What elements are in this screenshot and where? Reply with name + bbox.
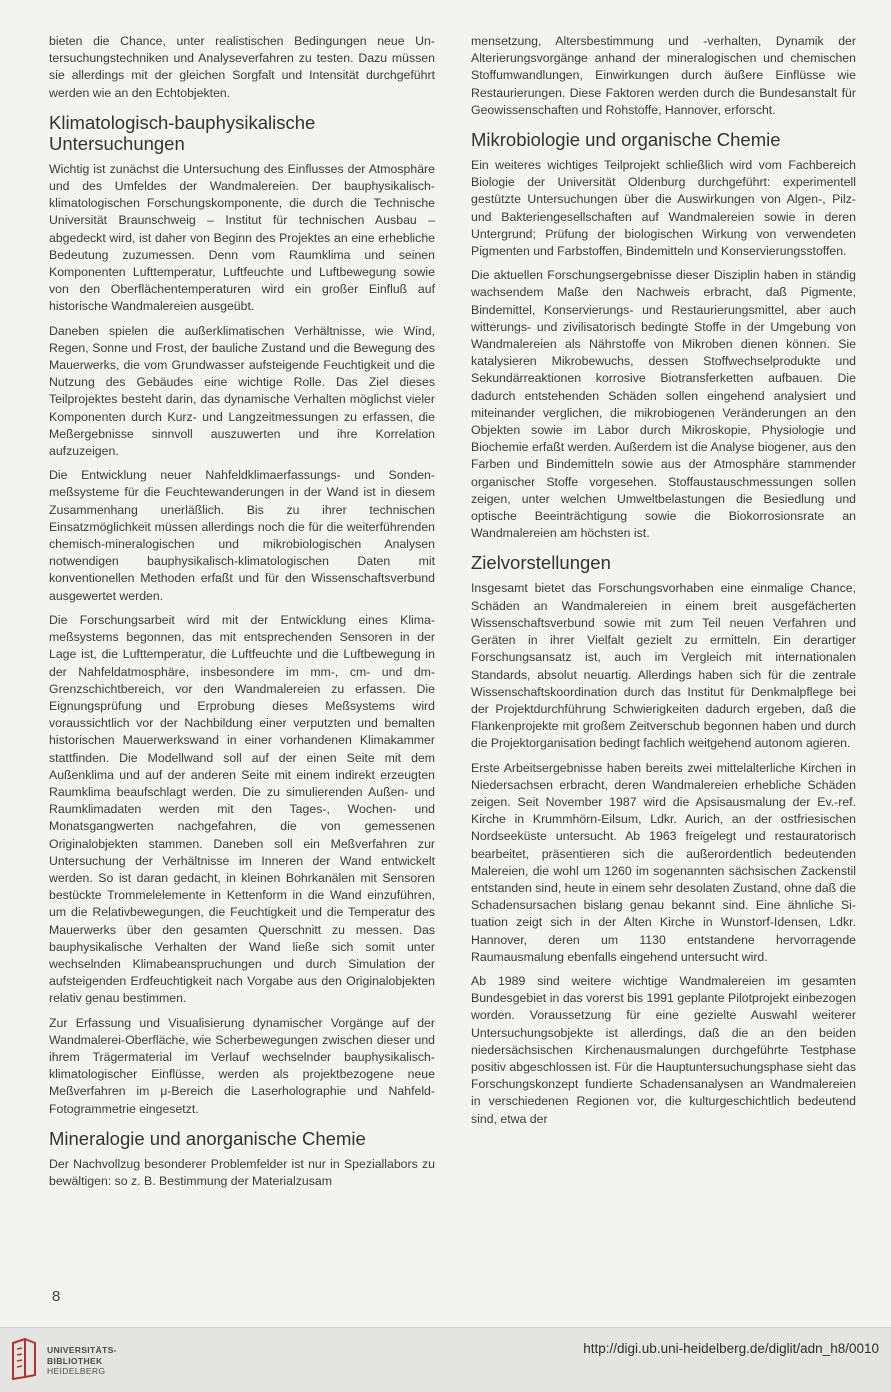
section-heading-mineralogie: Mineralogie und anorganische Chemie [49, 1127, 366, 1149]
paragraph: Daneben spielen die außerklimatischen Verhältnisse, wie Wind, Regen, Sonne und Frost, der bauliche Zustand und die Bewegung des Mauerwerks, die vom Grundwasser aufsteigende Feuchtigkeit und die Nutzung des Gebäudes eine wichtige Rolle. Das Ziel dieses Teilprojektes besteht darin, das dynamische Verhalten möglichst vieler Komponenten durch Kurz- und Langzeitmessungen zu erfassen, die Meßergebnisse sinnvoll auszuwerten und ihre Korrelation aufzuzeigen. [49, 323, 435, 459]
paragraph: Erste Arbeitsergebnisse haben bereits zwei mittelalterliche Kirchen in Niedersachsen erbracht, deren Wandmalereien erhebliche Schäden zeigen. Seit November 1987 wird die Apsisausmalung der Ev.-ref. Kirche in Krummhörn-Eilsum, Ldkr. Aurich, an der ostfriesischen Nordseeküste untersucht. Ab 1963 freigelegt und restauratorisch bearbeitet, präsentieren sich die außerordentlich bedeutenden Malereien, die wohl um 1260 im sogenannten sächsischen Zackenstil entstanden sind, heute in einem sehr desolaten Zustand, ohne daß die Schadensursachen bislang genau bekannt sind. Eine ähnliche Situation zeigt sich in der Alten Kirche in Wunstorf-Idensen, Ldkr. Hannover, deren um 1130 entstandene hervorragende Raumausmalung ebenfalls eingehend untersucht wird. [471, 760, 856, 964]
paragraph: Ein weiteres wichtiges Teilprojekt schließlich wird vom Fachbereich Biologie der Universität Oldenburg durchgeführt: experimentell gestützte Untersuchungen über die Auswirkungen von Algen-, Pilz- und Bakteriengesellschaften auf Wandmalereien sowie in deren Untergrund; Prüfung der biologischen Wirkung von verwendeten Pigmenten und Farbstoffen, Bindemitteln und Konservierungsstoffen. [471, 158, 856, 259]
page-number: 8 [52, 1288, 61, 1305]
library-name-line: HEIDELBERG [47, 1366, 106, 1376]
paragraph: bieten die Chance, unter realistischen Bedingungen neue Untersuchungstechniken und Analyseverfahren zu testen. Dazu müssen sie allerdings mit der gleichen Sorgfalt und Intensität durchgeführt werden wie an den Echtobjekten. [49, 34, 435, 100]
paragraph: Die Forschungsarbeit wird mit der Entwicklung eines Klimameßsystems begonnen, das mit entsprechenden Sensoren in der Lage ist, die Lufttemperatur, die Luftfeuchte und die Luftbewegung in der Nahfeldatmosphäre, insbesondere im mm-, cm- und dm-Grenzschichtbereich, vor den Wandmalereien zu erfassen. Die Eignungsprüfung und Erprobung dieses Meßsystems wird voraussichtlich vor der Nachbildung einer verputzten und bemalten historischen Mauerwerkswand in einer vorhandenen Klimakammer stattfinden. Die Modellwand soll auf der einen Seite mit dem Außenklima und auf der anderen Seite mit einem indirekt erzeugten Raumklima beaufschlagt werden. Die zu simulierenden Außen- und Raumklimadaten werden mit den Tages-, Wochen- und Monatsgangwerten nachgefahren, die von gemessenen Originalobjekten stammen. Daneben soll ein Meßverfahren zur Untersuchung der Verhältnisse im Inneren der Wand entwickelt werden. So ist daran gedacht, in kleinen Bohrkanälen mit Sensoren bestückte Trommelelemente in Kettenform in die Wand einzuführen, um die Relativbewegungen, die Feuchtigkeit und die Temperatur des Mauerwerks über den gesamten Querschnitt zu messen. Das bauphysikalische Verhalten der Wand ließe sich somit unter wechselnden Klimabeanspruchungen und durch Simulation der aufsteigenden Erdfeuchtigkeit nach Vorgabe aus den Originalobjekten relativ genau bestimmen. [49, 612, 435, 1006]
left-column [49, 33, 435, 1197]
paragraph: Zur Erfassung und Visualisierung dynamischer Vorgänge auf der Wandmalerei-Oberfläche, wie Scherbewegungen zwischen dieser und ihrem Trägermaterial im Verlauf wechselnder bauphysikalisch-klimatologischer Einflüsse, werden als projektbezogene neue Meßverfahren im μ-Bereich die Laserholographie und Nahfeld-Fotogrammetrie eingesetzt. [49, 1015, 435, 1116]
paragraph: Die aktuellen Forschungsergebnisse dieser Disziplin haben in ständig wachsendem Maße den Nachweis erbracht, daß Pigmente, Bindemittel, Konservierungs- und Restaurierungsmittel, aber auch witterungs- und zivilisatorisch bedingte Stoffe in der Umgebung von Wandmalereien als Nährstoffe von Mikroben dienen können. Sie katalysieren Mikrobewuchs, dessen Stoffwechselprodukte und Sekundärreaktionen korrosive Biotransferketten aufbauen. Die dadurch entstehenden Schäden sollen eingehend analysiert und miteinander verglichen, die mikrobiogenen Veränderungen an den Objekten sowie im Labor durch Mikroskopie, Physiologie und Biochemie erfaßt werden. Außerdem ist die Analyse biogener, aus den Farben und Bindemitteln sowie aus der Atmosphäre stammender organischer Stoffe vorgesehen. Stoffaustauschmessungen sollen zeigen, unter welchen Umweltbelastungen die Besiedlung und optische Beeinträchtigung sowie die Biokorrosionsrate an Wandmalereien am höchsten ist. [471, 268, 856, 541]
library-name-line: BIBLIOTHEK [47, 1355, 103, 1366]
paragraph: Die Entwicklung neuer Nahfeldklimaerfassungs- und Sondenmeßsysteme für die Feuchtewanderungen in der Wand ist in diesem Zusammenhang unerläßlich. Bis zu ihrer technischen Einsatzmöglichkeit müssen allerdings noch die für die weiterführenden chemisch-mineralogischen und mikrobiologischen Analysen notwendigen bauphysikalisch-klimatologischen Daten mit konventionellen Methoden erfaßt und für den Wissenschaftsverbund ausgewertet werden. [49, 468, 435, 603]
university-library-logo-icon [9, 1337, 39, 1381]
paragraph: Wichtig ist zunächst die Untersuchung des Einflusses der Atmosphäre und des Umfeldes der Wandmalereien. Der bauphysikalisch-klimatologischen Forschungskomponente, die durch die Technische Universität Braunschweig – Institut für technischen Ausbau – abgedeckt wird, ist daher von Beginn des Projektes an eine erhebliche Bedeutung zuzumessen. Denn vom Raumklima und seinen Komponenten Lufttemperatur, Luftfeuchte und Luftbewegung sowie von den Oberflächentemperaturen wird ein großer Einfluß auf historische Wandmalereien ausgeübt. [49, 161, 435, 314]
paragraph: Der Nachvollzug besonderer Problemfelder ist nur in Speziallabors zu bewältigen: so z. B. Bestimmung der Materialzusam [49, 1156, 435, 1188]
permalink-url[interactable]: http://digi.ub.uni-heidelberg.de/diglit/adn_h8/0010 [583, 1341, 879, 1356]
section-heading-mikrobiologie: Mikrobiologie und organische Chemie [471, 129, 781, 151]
viewer-footer [0, 1327, 891, 1392]
library-name [47, 1345, 117, 1377]
paragraph: Ab 1989 sind weitere wichtige Wandmalereien im gesamten Bundesgebiet in das vorerst bis 1991 geplante Pilotprojekt einbezogen worden. Voraussetzung für eine gezielte Auswahl weiterer Untersuchungsobjekte ist allerdings, daß die an den beiden niedersächsischen Kirchenausmalungen durchgeführte Testphase positiv abgeschlossen ist. Für die Hauptuntersuchungsphase sieht das Forschungskonzept fundierte Schadensanalysen an Wandmalereien in verschiedenen Regionen vor, die kulturgeschichtlich bedeutend sind, etwa der [471, 973, 856, 1126]
library-name-line: UNIVERSITÄTS- [47, 1345, 117, 1355]
paragraph: Insgesamt bietet das Forschungsvorhaben eine einmalige Chance, Schäden an Wandmalereien in einem breit ausgefächerten Wissenschaftsverbund sowie mit zum Teil neuen Verfahren und Geräten in ihrer Vielfalt gezielt zu ermitteln. Ein derartiger Forschungsansatz ist, auch im Vergleich mit internationalen Standards, absolut neuartig. Allerdings haben sich für die zentrale Wissenschaftskoordination durch das Institut für Denkmalpflege bei der Projektdurchführung Schwierigkeiten dadurch ergeben, daß die Flankenprojekte mit großem Zeitverschub begonnen haben und durch die Projektorganisation bedingt fachlich weitgehend autonom agieren. [471, 581, 856, 751]
section-heading-klimatologisch: Klimatologisch-bauphysikalische Untersuchungen [49, 111, 316, 154]
section-heading-zielvorstellungen: Zielvorstellungen [471, 552, 611, 574]
right-column [471, 33, 856, 1135]
paragraph: mensetzung, Altersbestimmung und -verhalten, Dynamik der Alterierungsvorgänge anhand der mineralogischen und chemischen Stoffumwandlungen, Einwirkungen durch äußere Einflüsse wie Restaurierungen. Diese Faktoren werden durch die Bundesanstalt für Geowissenschaften und Rohstoffe, Hannover, erforscht. [471, 34, 856, 117]
